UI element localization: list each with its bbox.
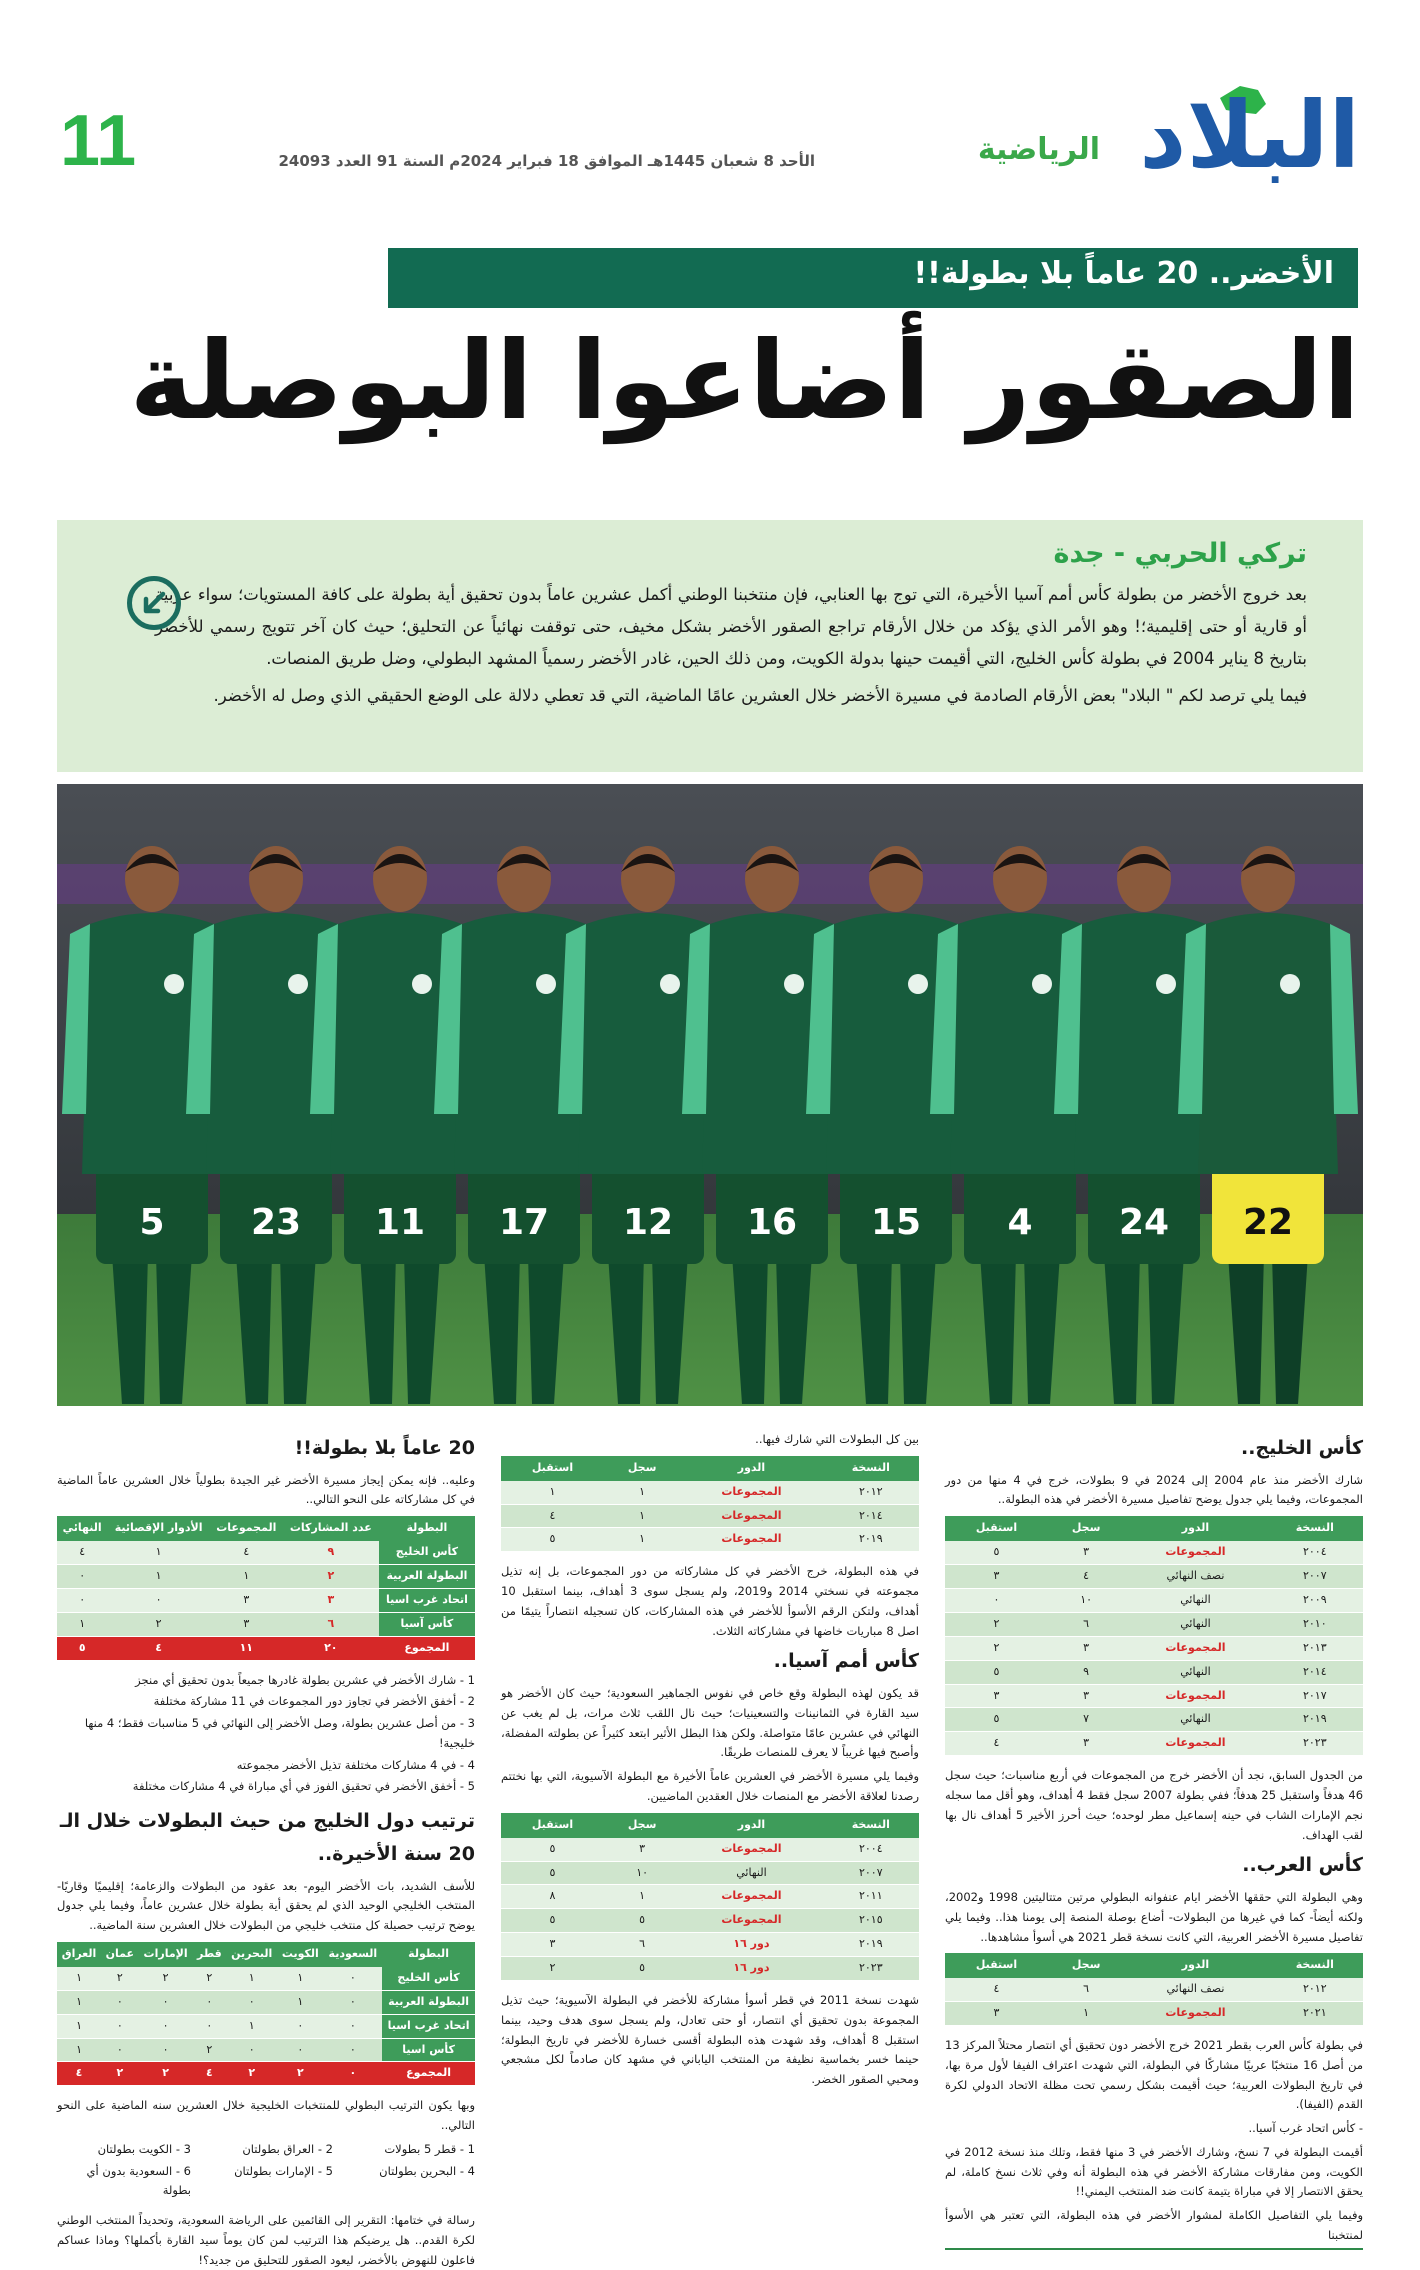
list-item: 6 - السعودية بدون أي بطولة <box>86 2163 191 2198</box>
table-row <box>57 1541 475 1564</box>
table-cell: ٤ <box>57 2062 101 2086</box>
intro-box <box>57 520 1363 772</box>
table-cell: ٥ <box>57 1636 107 1660</box>
table-header-cell: البطولة <box>379 1516 475 1541</box>
table-cell: ٣ <box>945 1565 1048 1589</box>
table-cell: ٣ <box>1048 1636 1124 1660</box>
table-cell: ٠ <box>57 1588 107 1612</box>
table-cell: ١ <box>604 1885 680 1909</box>
table-cell: ٠ <box>277 2038 323 2062</box>
table-header-cell: الكويت <box>277 1942 323 1967</box>
table-cell: ٠ <box>324 2062 383 2086</box>
table-header-cell: البحرين <box>226 1942 277 1967</box>
waf-bullet-text: كأس اتحاد غرب آسيا.. <box>1248 2121 1356 2136</box>
table-cell: البطولة العربية <box>382 1990 475 2014</box>
gulf-cup-rows <box>945 1541 1363 1756</box>
list-item: 3 - الكويت بطولتان <box>97 2141 191 2156</box>
table-cell: النهائي <box>1124 1588 1266 1612</box>
table-cell: ٠ <box>324 1990 383 2014</box>
table-cell: ٤ <box>945 1732 1048 1756</box>
jersey-number: 24 <box>1118 1202 1170 1243</box>
table-cell: ٠ <box>277 2014 323 2038</box>
table-cell: ٢٠١١ <box>823 1885 919 1909</box>
table-cell: ٤ <box>192 2062 226 2086</box>
table-cell: ٠ <box>192 1990 226 2014</box>
table-header-cell: المجموعات <box>210 1516 283 1541</box>
table-cell: ٦ <box>604 1933 680 1957</box>
table-header-cell: الأدوار الإقصائية <box>107 1516 209 1541</box>
table-cell: ٢ <box>501 1957 604 1981</box>
list-item: 2 - العراق بطولتان <box>242 2141 333 2156</box>
table-total-row <box>57 2062 475 2086</box>
jersey-number: 22 <box>1242 1202 1294 1243</box>
table-cell: كأس الخليج <box>382 1967 475 1990</box>
table-row <box>501 1933 919 1957</box>
table-cell: المجموعات <box>1124 1636 1266 1660</box>
table-cell: المجموعات <box>680 1481 822 1504</box>
list-item: 5 - الإمارات بطولتان <box>234 2163 333 2178</box>
jersey-number: 4 <box>1007 1202 1033 1243</box>
team-lineup-illustration <box>57 784 1363 1406</box>
table-cell: المجموعات <box>1124 2002 1266 2026</box>
table-cell: ٢ <box>226 2062 277 2086</box>
asian-cup-analysis: شهدت نسخة 2011 في قطر أسوأ مشاركة للأخضر في البطولة الآسيوية؛ حيث تذيل المجموعة بدون تحقيق أي انتصار، أو حتى تعادل، ولم يسجل سوى هدف وحيد، بينما استقبل 8 أهداف، وقد شهدت هذه البطولة أقسى خسارة للأخضر في تاريخ البطولة؛ حينما خسر بخماسية نظيفة من المنتخب الياباني في مشهد كان صادماً لكل مشجعي ومحبي الصقور الخضر. <box>501 1993 919 2087</box>
table-cell: ١ <box>1048 2002 1124 2026</box>
table-cell: اتحاد غرب اسيا <box>382 2014 475 2038</box>
table-cell: ٢٠٢٣ <box>823 1957 919 1981</box>
table-cell: ٤ <box>945 1978 1048 2001</box>
table-cell: ٠ <box>324 2014 383 2038</box>
table-cell: ٣ <box>501 1933 604 1957</box>
table-cell: المجموعات <box>680 1838 822 1861</box>
table-cell: ٥ <box>945 1541 1048 1564</box>
table-cell: ٢ <box>277 2062 323 2086</box>
table-cell: المجموعات <box>680 1885 822 1909</box>
team-photo <box>57 784 1363 1406</box>
arrow-down-left-icon[interactable] <box>127 576 181 630</box>
table-cell: ٥ <box>501 1909 604 1933</box>
table-cell: ٤ <box>57 1541 107 1564</box>
logo-text: البلاد <box>1139 82 1360 189</box>
arab-cup-intro: وهي البطولة التي حققها الأخضر ايام عنفوانه البطولي مرتين متتاليتين 1998 و2002، ولكنه أيضاً- كما في غيرها من البطولات- أضاع بوصلة المنصة إلى يومنا هذا.. وفيما يلي تفاصيل مسيرة الأخضر العربية، التي كانت نسخة قطر 2021 هي أسوأ مشاهدها.. <box>945 1890 1363 1944</box>
table-header-cell: الدور <box>1124 1953 1266 1978</box>
table-cell: ٧ <box>1048 1708 1124 1732</box>
table-cell: ٢٠ <box>283 1636 379 1660</box>
table-header-cell: سجل <box>1048 1953 1124 1978</box>
table-header-cell: الدور <box>680 1813 822 1838</box>
section-name: الرياضية <box>977 132 1100 167</box>
table-cell: ٤ <box>107 1636 209 1660</box>
table-cell: كأس الخليج <box>379 1541 475 1564</box>
gulf-cup-heading: كأس الخليج.. <box>1241 1437 1363 1459</box>
ranking-rows <box>57 1967 475 2086</box>
gulf-cup-intro: شارك الأخضر منذ عام 2004 إلى 2024 في 9 بطولات، خرج في 4 منها من دور المجموعات، وفيما يلي جدول يوضح تفاصيل مسيرة الأخضر في هذه البطولة.. <box>945 1472 1363 1507</box>
table-header-cell: العراق <box>57 1942 101 1967</box>
table-header-cell: الدور <box>1124 1516 1266 1541</box>
table-row <box>945 1565 1363 1589</box>
jersey-number: 16 <box>746 1202 798 1243</box>
table-cell: ٢٠٠٧ <box>1267 1565 1363 1589</box>
table-cell: ٢٠٢١ <box>1267 2002 1363 2026</box>
table-cell: ٣ <box>1048 1541 1124 1564</box>
asian-cup-rows <box>501 1838 919 1981</box>
table-cell: ١ <box>501 1481 604 1504</box>
waf-analysis: في هذه البطولة، خرج الأخضر في كل مشاركاته من دور المجموعات، بل إنه تذيل مجموعته في نسختي 2014 و2019، ولم يسجل سوى 3 أهداف، بينما استقبل 10 أهداف، ولتكن الرقم الأسوأ للأخضر في هذه المشاركات، كان تسجيله انتصاراً يتيمًا من اصل 8 مباريات خاضها في مشاركاته الثلاث. <box>501 1564 919 1638</box>
table-row <box>501 1909 919 1933</box>
table-cell: ٢٠١٧ <box>1267 1684 1363 1708</box>
table-cell: ٥ <box>604 1909 680 1933</box>
table-row <box>501 1885 919 1909</box>
table-cell: ٣ <box>210 1588 283 1612</box>
waf-bullet: - كأس اتحاد غرب آسيا.. <box>1248 2121 1363 2136</box>
newspaper-logo[interactable] <box>1110 82 1360 195</box>
table-cell: ٢٠١٠ <box>1267 1612 1363 1636</box>
table-cell: المجموع <box>382 2062 475 2086</box>
arab-cup-table <box>945 1953 1363 2026</box>
dateline: الأحد 8 شعبان 1445هـ الموافق 18 فبراير 2024م السنة 91 العدد 24093 <box>278 152 815 170</box>
table-header-row <box>501 1813 919 1838</box>
table-cell: المجموعات <box>1124 1684 1266 1708</box>
table-cell: ١٠ <box>604 1861 680 1885</box>
table-header-cell: النهائي <box>57 1516 107 1541</box>
table-cell: ١ <box>604 1504 680 1528</box>
jersey-number: 23 <box>250 1202 302 1243</box>
table-row <box>501 1504 919 1528</box>
table-cell: ٦ <box>1048 1978 1124 2001</box>
table-cell: المجموعات <box>1124 1732 1266 1756</box>
table-cell: ٨ <box>501 1885 604 1909</box>
intro-paragraph-1: بعد خروج الأخضر من بطولة كأس أمم آسيا الأخيرة، التي توج بها العنابي، فإن منتخبنا الوطني أكمل عشرين عاماً بدون تحقيق أية بطولة على كافة المستويات؛ سواء عربية أو قارية أو حتى إقليمية؛! وهو الأمر الذي يؤكد من خلال الأرقام تراجع الصقور الأخضر بشكل مخيف، حتى توقفت نهائياً عن التحليق؛ حيث كان آخر تتويج رسمي للأخضر بتاريخ 8 يناير 2004 في بطولة كأس الخليج، التي أقيمت حينها بدولة الكويت، ومن ذلك الحين، غادر الأخضر رسمياً المشهد البطولي، وضل طريق المنصات. <box>155 585 1307 669</box>
table-cell: ٦ <box>283 1612 379 1636</box>
table-cell: ١ <box>604 1528 680 1552</box>
table-cell: النهائي <box>680 1861 822 1885</box>
table-header-cell: السعودية <box>324 1942 383 1967</box>
table-row <box>945 2002 1363 2026</box>
table-header-row <box>945 1516 1363 1541</box>
list-item: 5 - أخفق الأخضر في تحقيق الفوز في أي مباراة في 4 مشاركات مختلفة <box>132 1779 475 1794</box>
table-cell: ٣ <box>945 2002 1048 2026</box>
table-cell: ٢ <box>283 1565 379 1589</box>
article-columns <box>57 1430 1364 2267</box>
table-cell: المجموعات <box>680 1504 822 1528</box>
table-cell: ١ <box>57 1967 101 1990</box>
table-cell: دور ١٦ <box>680 1933 822 1957</box>
table-header-row <box>57 1516 475 1541</box>
table-cell: نصف النهائي <box>1124 1565 1266 1589</box>
table-header-cell: استقبل <box>501 1456 604 1481</box>
table-cell: المجموع <box>379 1636 475 1660</box>
table-cell: ٠ <box>945 1588 1048 1612</box>
list-item: 1 - قطر 5 بطولات <box>384 2141 475 2156</box>
table-cell: ٢٠١٥ <box>823 1909 919 1933</box>
ranking-lead: وبها يكون الترتيب البطولي للمنتخبات الخليجية خلال العشرين سنه الماضية على النحو التالي.. <box>57 2098 475 2133</box>
table-cell: ٢ <box>107 1612 209 1636</box>
table-cell: ٥ <box>604 1957 680 1981</box>
ranking-list <box>57 2140 475 2203</box>
waf-rows <box>501 1481 919 1552</box>
table-cell: ٣ <box>945 1684 1048 1708</box>
table-cell: ٥ <box>501 1838 604 1861</box>
table-cell: ١ <box>107 1565 209 1589</box>
table-cell: ٥ <box>501 1861 604 1885</box>
table-header-cell: قطر <box>192 1942 226 1967</box>
table-header-cell: النسخة <box>1267 1516 1363 1541</box>
list-item: 2 - أخفق الأخضر في تجاوز دور المجموعات في 11 مشاركة مختلفة <box>153 1694 475 1709</box>
table-header-cell: سجل <box>604 1456 680 1481</box>
summary-table <box>57 1516 475 1660</box>
gulf-cup-table <box>945 1516 1363 1756</box>
column-right <box>945 1430 1364 2242</box>
table-row <box>945 1708 1363 1732</box>
table-cell: ٠ <box>101 2038 139 2062</box>
table-header-cell: الإمارات <box>139 1942 193 1967</box>
table-row <box>57 1967 475 1990</box>
table-cell: نصف النهائي <box>1124 1978 1266 2001</box>
table-cell: النهائي <box>1124 1612 1266 1636</box>
list-item: 4 - في 4 مشاركات مختلفة تذيل الأخضر مجموعته <box>236 1757 475 1772</box>
table-cell: ٠ <box>324 2038 383 2062</box>
summary-points <box>57 1671 475 1798</box>
table-row <box>501 1528 919 1552</box>
table-header-cell: عمان <box>101 1942 139 1967</box>
table-cell: ٢ <box>139 2062 193 2086</box>
table-cell: ١ <box>57 2014 101 2038</box>
table-row <box>57 1565 475 1589</box>
table-cell: ٤ <box>1048 1565 1124 1589</box>
table-cell: النهائي <box>1124 1660 1266 1684</box>
ranking-table <box>57 1942 475 2086</box>
table-row <box>57 1990 475 2014</box>
table-cell: ٠ <box>101 1990 139 2014</box>
table-cell: ٢٠١٤ <box>823 1504 919 1528</box>
table-row <box>945 1732 1363 1756</box>
table-cell: ٩ <box>283 1541 379 1564</box>
table-cell: ٥ <box>945 1660 1048 1684</box>
table-cell: ٢٠١٢ <box>1267 1978 1363 2001</box>
table-cell: ٢٠٢٣ <box>1267 1732 1363 1756</box>
waf-lead: وفيما يلي التفاصيل الكاملة لمشوار الأخضر في هذه البطولة، التي تعتبر هي الأسوأ لمنتخبنا <box>945 2206 1363 2250</box>
table-cell: ٢ <box>945 1612 1048 1636</box>
table-cell: ٠ <box>57 1565 107 1589</box>
table-cell: ٠ <box>107 1588 209 1612</box>
table-row <box>945 1588 1363 1612</box>
table-header-cell: النسخة <box>1267 1953 1363 1978</box>
table-cell: المجموعات <box>680 1909 822 1933</box>
table-cell: ١ <box>107 1541 209 1564</box>
table-cell: ٢٠١٢ <box>823 1481 919 1504</box>
table-cell: ٢ <box>101 1967 139 1990</box>
table-cell: النهائي <box>1124 1708 1266 1732</box>
table-row <box>945 1684 1363 1708</box>
kicker-banner: الأخضر.. 20 عاماً بلا بطولة!! <box>388 248 1358 308</box>
table-cell: ١ <box>604 1481 680 1504</box>
table-cell: ٠ <box>139 1990 193 2014</box>
table-cell: ٣ <box>1048 1732 1124 1756</box>
table-header-cell: سجل <box>604 1813 680 1838</box>
table-cell: ١ <box>277 1967 323 1990</box>
arab-cup-heading: كأس العرب.. <box>1242 1854 1363 1877</box>
table-cell: ١ <box>57 2038 101 2062</box>
jersey-number: 12 <box>622 1202 674 1243</box>
table-row <box>501 1861 919 1885</box>
table-header-cell: استقبل <box>945 1953 1048 1978</box>
table-cell: ٢٠١٣ <box>1267 1636 1363 1660</box>
table-cell: ٢ <box>101 2062 139 2086</box>
table-cell: ٠ <box>139 2038 193 2062</box>
table-row <box>57 2014 475 2038</box>
page-number: 11 <box>60 101 137 181</box>
table-header-cell: استقبل <box>945 1516 1048 1541</box>
table-cell: ٢ <box>945 1636 1048 1660</box>
jersey-number: 11 <box>374 1202 426 1243</box>
table-cell: ٢٠١٩ <box>823 1528 919 1552</box>
table-cell: المجموعات <box>1124 1541 1266 1564</box>
table-cell: ٢ <box>192 1967 226 1990</box>
ranking-heading: ترتيب دول الخليج من حيث البطولات خلال الـ 20 سنة الأخيرة.. <box>59 1810 475 1865</box>
table-cell: ١ <box>277 1990 323 2014</box>
ranking-intro: للأسف الشديد، بات الأخضر اليوم- بعد عقود من البطولات والزعامة؛ إقليميًا وقاريًا- المنتخب الخليجي الوحيد الذي لم يحقق أية بطولة خلال عشرين عاماً، وفيما يلي جدول يوضح ترتيب حصيلة كل منتخب خليجي من البطولات خلال العشرين سنة الماضية.. <box>57 1878 475 1933</box>
table-cell: ٢ <box>192 2038 226 2062</box>
table-cell: اتحاد غرب اسيا <box>379 1588 475 1612</box>
table-header-cell: النسخة <box>823 1456 919 1481</box>
closing-message: رسالة في ختامها: التقرير إلى القائمين على الرياضة السعودية، وتحديداً المنتخب الوطني لكرة القدم.. هل يرضيكم هذا الترتيب لمن كان يوماً سيد القارة بأكملها؟ وماذا عساكم فاعلون للنهوض بالأخضر، ليعود الصقور للتحليق من جديد؟! <box>57 2213 475 2267</box>
table-cell: ١١ <box>210 1636 283 1660</box>
table-cell: ٢٠٠٧ <box>823 1861 919 1885</box>
table-header-cell: الدور <box>680 1456 822 1481</box>
table-header-cell: النسخة <box>823 1813 919 1838</box>
table-header-cell: سجل <box>1048 1516 1124 1541</box>
table-cell: ٠ <box>139 2014 193 2038</box>
list-item: 1 - شارك الأخضر في عشرين بطولة غادرها جميعاً بدون تحقيق أي منجز <box>135 1672 475 1687</box>
list-item: 4 - البحرين بطولتان <box>379 2163 475 2178</box>
byline: تركي الحربي - جدة <box>1053 538 1307 569</box>
table-row <box>945 1660 1363 1684</box>
table-cell: ١ <box>57 1612 107 1636</box>
table-cell: ١ <box>226 2014 277 2038</box>
table-cell: ٣ <box>210 1612 283 1636</box>
table-cell: ٢٠٠٤ <box>1267 1541 1363 1564</box>
table-header-cell: البطولة <box>382 1942 475 1967</box>
table-row <box>501 1957 919 1981</box>
table-row <box>945 1978 1363 2001</box>
table-row <box>57 1612 475 1636</box>
table-cell: المجموعات <box>680 1528 822 1552</box>
headline: الصقور أضاعوا البوصلة <box>129 319 1360 444</box>
table-cell: ٠ <box>324 1967 383 1990</box>
table-header-row <box>945 1953 1363 1978</box>
table-cell: ٠ <box>101 2014 139 2038</box>
table-cell: ٥ <box>501 1528 604 1552</box>
list-item: 3 - من أصل عشرين بطولة، وصل الأخضر إلى النهائي في 5 مناسبات فقط؛ 4 منها خليجية! <box>84 1716 475 1750</box>
table-cell: البطولة العربية <box>379 1565 475 1589</box>
table-header-row <box>501 1456 919 1481</box>
gulf-cup-analysis: من الجدول السابق، نجد أن الأخضر خرج من المجموعات في أربع مناسبات؛ حيث سجل 46 هدفاً واستقبل 25 هدفاً؛ ففي بطولة 2007 سجل فقط 4 أهداف، وهو أقل مما سجله نجم الإمارات الشاب في حينه إسماعيل مطر لوحده؛ حيث أحرز الأخير 5 أهداف نال بها لقب الهداف. <box>945 1768 1364 1842</box>
table-cell: ٩ <box>1048 1660 1124 1684</box>
table-cell: ٢٠٠٤ <box>823 1838 919 1861</box>
table-header-cell: عدد المشاركات <box>283 1516 379 1541</box>
table-cell: ٣ <box>604 1838 680 1861</box>
table-row <box>945 1636 1363 1660</box>
table-cell: ٠ <box>192 2014 226 2038</box>
waf-intro: بين كل البطولات التي شارك فيها.. <box>755 1432 919 1446</box>
table-cell: دور ١٦ <box>680 1957 822 1981</box>
table-cell: ٠ <box>226 1990 277 2014</box>
asian-cup-table <box>501 1813 919 1981</box>
asian-cup-heading: كأس أمم آسيا.. <box>773 1650 919 1673</box>
table-row <box>501 1838 919 1861</box>
table-cell: ١٠ <box>1048 1588 1124 1612</box>
asian-cup-intro: قد يكون لهذه البطولة وقع خاص في نفوس الجماهير السعودية؛ حيث كان الأخضر هو سيد القارة في الثمانينات والتسعينيات؛ حيث نال اللقب ثلاث مرات، بل لم يغب عن النهائي في عشرين عامًا متواصلة. ولكن هذا البطل الأثير ابتعد كثيراً عن بطولته المفضلة، وأصبح فيها غريباً لا يعرف للمنصات طريقًا. <box>501 1686 919 1760</box>
table-cell: ٢٠١٩ <box>1267 1708 1363 1732</box>
table-cell: ١ <box>57 1990 101 2014</box>
waf-table <box>501 1456 919 1553</box>
summary-rows <box>57 1541 475 1660</box>
table-row <box>501 1481 919 1504</box>
table-cell: ٤ <box>210 1541 283 1564</box>
table-row <box>57 1588 475 1612</box>
table-cell: ١ <box>226 1967 277 1990</box>
intro-paragraph-2: فيما يلي ترصد لكم " البلاد" بعض الأرقام الصادمة في مسيرة الأخضر خلال العشرين عامًا الماضية، التي قد تعطي دلالة على الوضع الحقيقي الذي وصل له الأخضر. <box>213 685 1307 705</box>
jersey-number: 5 <box>139 1202 165 1243</box>
table-row <box>945 1541 1363 1564</box>
table-cell: ٤ <box>501 1504 604 1528</box>
table-header-cell: استقبل <box>501 1813 604 1838</box>
table-cell: ٢٠١٩ <box>823 1933 919 1957</box>
table-header-row <box>57 1942 475 1967</box>
column-middle <box>501 1430 919 2230</box>
table-cell: كأس آسيا <box>379 1612 475 1636</box>
table-cell: ٢٠٠٩ <box>1267 1588 1363 1612</box>
summary-heading: 20 عاماً بلا بطولة!! <box>294 1437 475 1459</box>
arab-cup-rows <box>945 1978 1363 2025</box>
table-row <box>57 2038 475 2062</box>
arab-cup-analysis: في بطولة كأس العرب بقطر 2021 خرج الأخضر دون تحقيق أي انتصار محتلاً المركز 13 من أصل 16 منتخبًا عربيًا مشاركًا في البطولة، التي شهدت اعتراف الفيفا لأول مرة بها، في تاريخ البطولات العربية؛ حيث أقيمت بشكل رسمي تحت مظلة الاتحاد الدولي لكرة القدم (الفيفا). <box>945 2038 1363 2112</box>
table-cell: ٢٠١٤ <box>1267 1660 1363 1684</box>
summary-intro: وعليه.. فإنه يمكن إيجاز مسيرة الأخضر غير الجيدة بطولياً خلال العشرين عاماً الماضية في كل مشاركاته على النحو التالي.. <box>57 1472 475 1507</box>
asian-cup-lead: وفيما يلي مسيرة الأخضر في العشرين عاماً الأخيرة مع البطولة الآسيوية، التي بها نختتم رصدنا لعلاقة الأخضر مع المنصات خلال العقدين الماضيين. <box>501 1769 919 1803</box>
table-cell: ١ <box>210 1565 283 1589</box>
masthead <box>60 82 1360 200</box>
table-cell: ٠ <box>226 2038 277 2062</box>
table-cell: كأس اسيا <box>382 2038 475 2062</box>
column-left <box>57 1430 475 2267</box>
table-row <box>945 1612 1363 1636</box>
jersey-number: 17 <box>498 1202 550 1243</box>
table-total-row <box>57 1636 475 1660</box>
jersey-number: 15 <box>870 1202 922 1243</box>
table-cell: ٣ <box>1048 1684 1124 1708</box>
table-cell: ٢ <box>139 1967 193 1990</box>
waf-history: أقيمت البطولة في 7 نسخ، وشارك الأخضر في 3 منها فقط، وتلك منذ نسخة 2012 في الكويت، ومن مفارقات مشاركة الأخضر في هذه البطولة أنه وفي ثلاث نسخ كاملة، لم يحقق الانتصار إلا في مباراة يتيمة كانت ضد المنتخب اليمني!! <box>945 2144 1363 2199</box>
table-cell: ٥ <box>945 1708 1048 1732</box>
table-cell: ٣ <box>283 1588 379 1612</box>
table-cell: ٦ <box>1048 1612 1124 1636</box>
